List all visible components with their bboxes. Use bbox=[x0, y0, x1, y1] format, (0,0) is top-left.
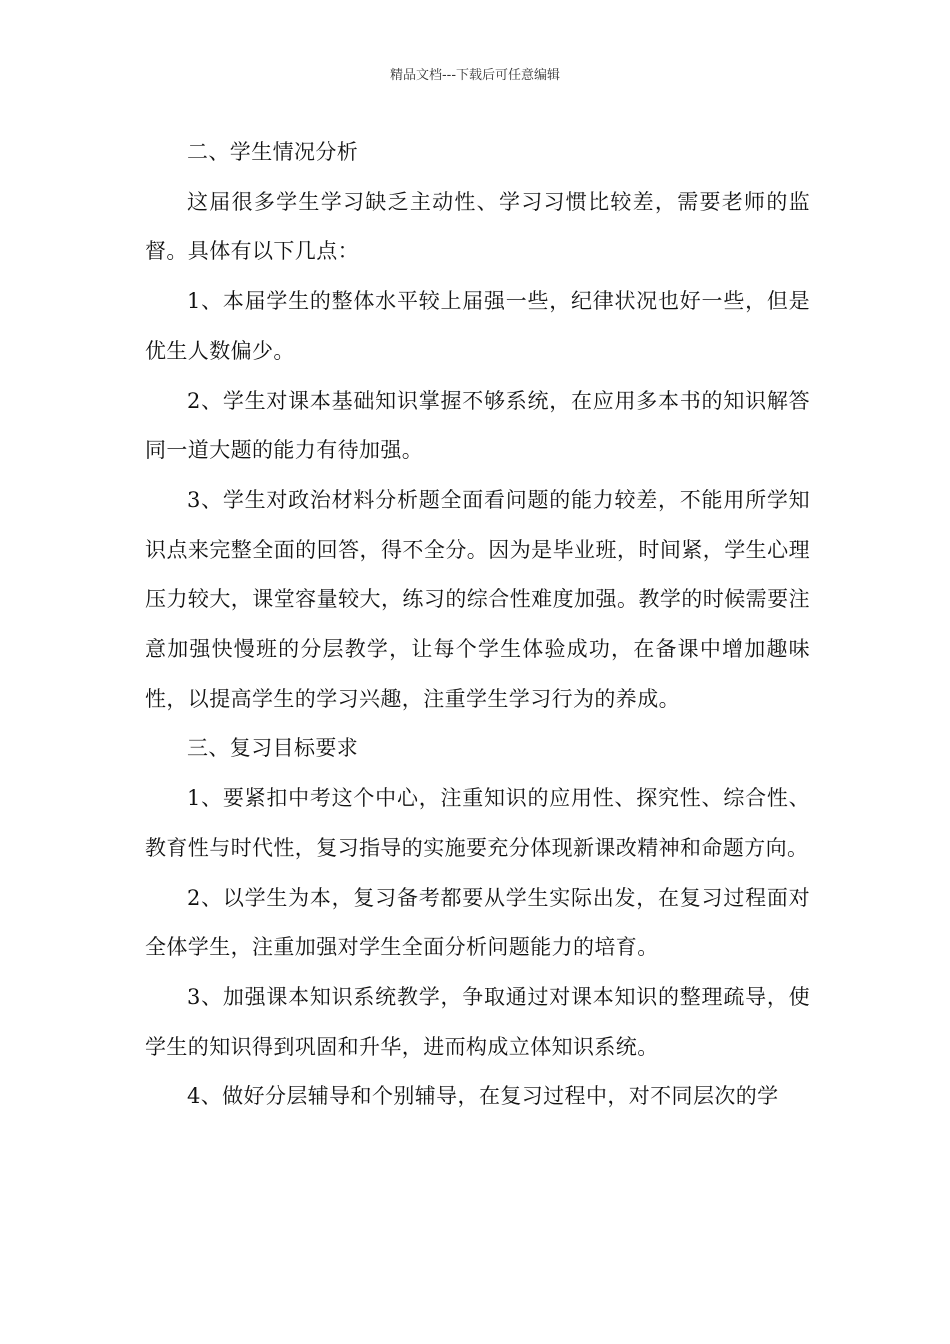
section-heading-review-goals: 三、复习目标要求 bbox=[187, 736, 359, 761]
list-item-paragraph: 4、做好分层辅导和个别辅导，在复习过程中，对不同层次的学 bbox=[187, 1084, 779, 1109]
list-item-paragraph: 1、本届学生的整体水平较上届强一些，纪律状况也好一些，但是优生人数偏少。 bbox=[145, 289, 810, 363]
list-item-paragraph: 1、要紧扣中考这个中心，注重知识的应用性、探究性、综合性、教育性与时代性，复习指导的实施要充分体现新课改精神和命题方向。 bbox=[145, 786, 810, 860]
page-header: 精品文档---下载后可任意编辑 bbox=[389, 68, 561, 83]
list-item-paragraph: 2、以学生为本，复习备考都要从学生实际出发，在复习过程面对全体学生，注重加强对学生全面分析问题能力的培育。 bbox=[145, 885, 810, 960]
document-body bbox=[145, 128, 810, 1122]
list-item-paragraph: 3、学生对政治材料分析题全面看问题的能力较差，不能用所学知识点来完整全面的回答，得不全分。因为是毕业班，时间紧，学生心理压力较大，课堂容量较大，练习的综合性难度加强。教学的时候需要注意加强快慢班的分层教学，让每个学生体验成功，在备课中增加趣味性，以提高学生的学习兴趣，注重学生学习行为的养成。 bbox=[145, 487, 810, 711]
body-paragraph: 这届很多学生学习缺乏主动性、学习习惯比较差，需要老师的监督。具体有以下几点： bbox=[145, 189, 810, 264]
list-item-paragraph: 3、加强课本知识系统教学，争取通过对课本知识的整理疏导，使学生的知识得到巩固和升华，进而构成立体知识系统。 bbox=[145, 984, 810, 1059]
section-heading-student-analysis: 二、学生情况分析 bbox=[187, 140, 359, 164]
list-item-paragraph: 2、学生对课本基础知识掌握不够系统，在应用多本书的知识解答同一道大题的能力有待加强。 bbox=[145, 388, 810, 463]
